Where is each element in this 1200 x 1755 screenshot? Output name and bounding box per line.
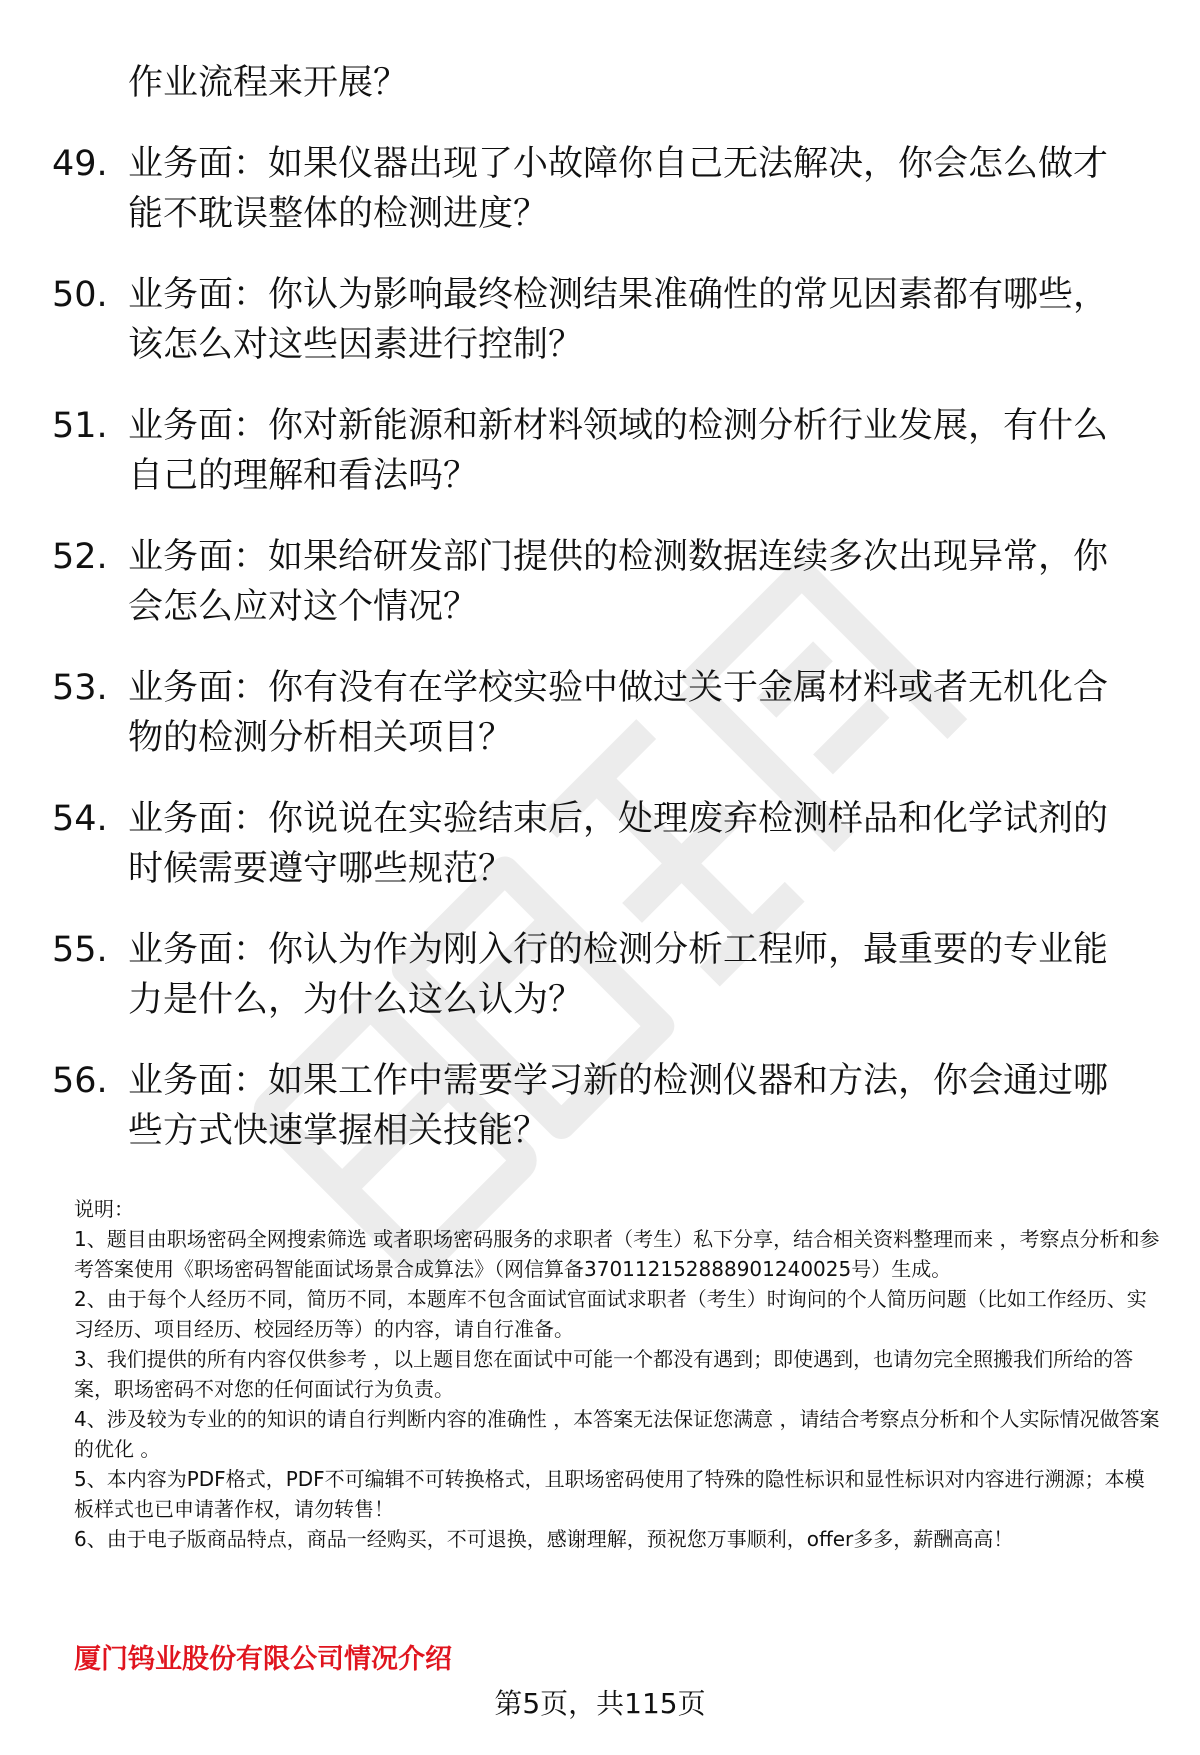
question-item — [0, 532, 1200, 663]
question-item — [0, 663, 1200, 794]
question-text: 业务面：如果工作中需要学习新的检测仪器和方法，你会通过哪些方式快速掌握相关技能？ — [128, 1061, 1109, 1151]
question-text: 业务面：如果仪器出现了小故障你自己无法解决，你会怎么做才能不耽误整体的检测进度？ — [128, 144, 1109, 234]
note-item: 3、我们提供的所有内容仅供参考 ，以上题目您在面试中可能一个都没有遇到；即使遇到，也请勿完全照搬我们所给的答案，职场密码不对您的任何面试行为负责。 — [74, 1347, 1134, 1401]
question-number: 52. — [52, 537, 108, 577]
question-number: 53. — [52, 668, 108, 708]
question-item — [0, 139, 1200, 270]
question-list — [0, 139, 1200, 1187]
note-item: 5、本内容为PDF格式，PDF不可编辑不可转换格式，且职场密码使用了特殊的隐性标识和显性标识对内容进行溯源；本模板样式也已申请著作权，请勿转售！ — [74, 1467, 1145, 1521]
company-intro-heading: 厦门钨业股份有限公司情况介绍 — [74, 1644, 452, 1675]
notes-heading: 说明： — [74, 1197, 134, 1221]
question-text: 业务面：你认为影响最终检测结果准确性的常见因素都有哪些，该怎么对这些因素进行控制？ — [128, 275, 1109, 365]
question-number: 51. — [52, 406, 108, 446]
question-text: 业务面：你有没有在学校实验中做过关于金属材料或者无机化合物的检测分析相关项目？ — [128, 668, 1109, 758]
question-number: 49. — [52, 144, 108, 184]
question-number: 56. — [52, 1061, 108, 1101]
note-item: 2、由于每个人经历不同，简历不同，本题库不包含面试官面试求职者（考生）时询问的个人简历问题（比如工作经历、实习经历、项目经历、校园经历等）的内容，请自行准备。 — [74, 1287, 1147, 1341]
question-item — [0, 794, 1200, 925]
question-text: 业务面：你对新能源和新材料领域的检测分析行业发展，有什么自己的理解和看法吗？ — [128, 406, 1109, 496]
note-item: 6、由于电子版商品特点，商品一经购买，不可退换，感谢理解，预祝您万事顺利，offer多多，薪酬高高！ — [74, 1527, 1014, 1551]
note-item: 1、题目由职场密码全网搜索筛选 或者职场密码服务的求职者（考生）私下分享，结合相关资料整理而来 ，考察点分析和参考答案使用《职场密码智能面试场景合成算法》（网信算备370112152888901240025号）生成。 — [74, 1227, 1160, 1281]
note-item: 4、涉及较为专业的的知识的请自行判断内容的准确性 ，本答案无法保证您满意 ，请结合考察点分析和个人实际情况做答案的优化 。 — [74, 1407, 1160, 1461]
question-item — [0, 925, 1200, 1056]
question-item — [0, 270, 1200, 401]
question-text: 业务面：你认为作为刚入行的检测分析工程师，最重要的专业能力是什么，为什么这么认为？ — [128, 930, 1109, 1020]
page-indicator: 第5页，共115页 — [494, 1687, 706, 1720]
question-number: 50. — [52, 275, 108, 315]
question-text: 业务面：如果给研发部门提供的检测数据连续多次出现异常，你会怎么应对这个情况？ — [128, 537, 1109, 627]
notes-section — [74, 1194, 1160, 1554]
question-item — [0, 401, 1200, 532]
question-text: 业务面：你说说在实验结束后，处理废弃检测样品和化学试剂的时候需要遵守哪些规范？ — [128, 799, 1109, 889]
question-item — [0, 1056, 1200, 1187]
continuation-text: 作业流程来开展？ — [128, 63, 409, 103]
question-number: 54. — [52, 799, 108, 839]
question-number: 55. — [52, 930, 108, 970]
